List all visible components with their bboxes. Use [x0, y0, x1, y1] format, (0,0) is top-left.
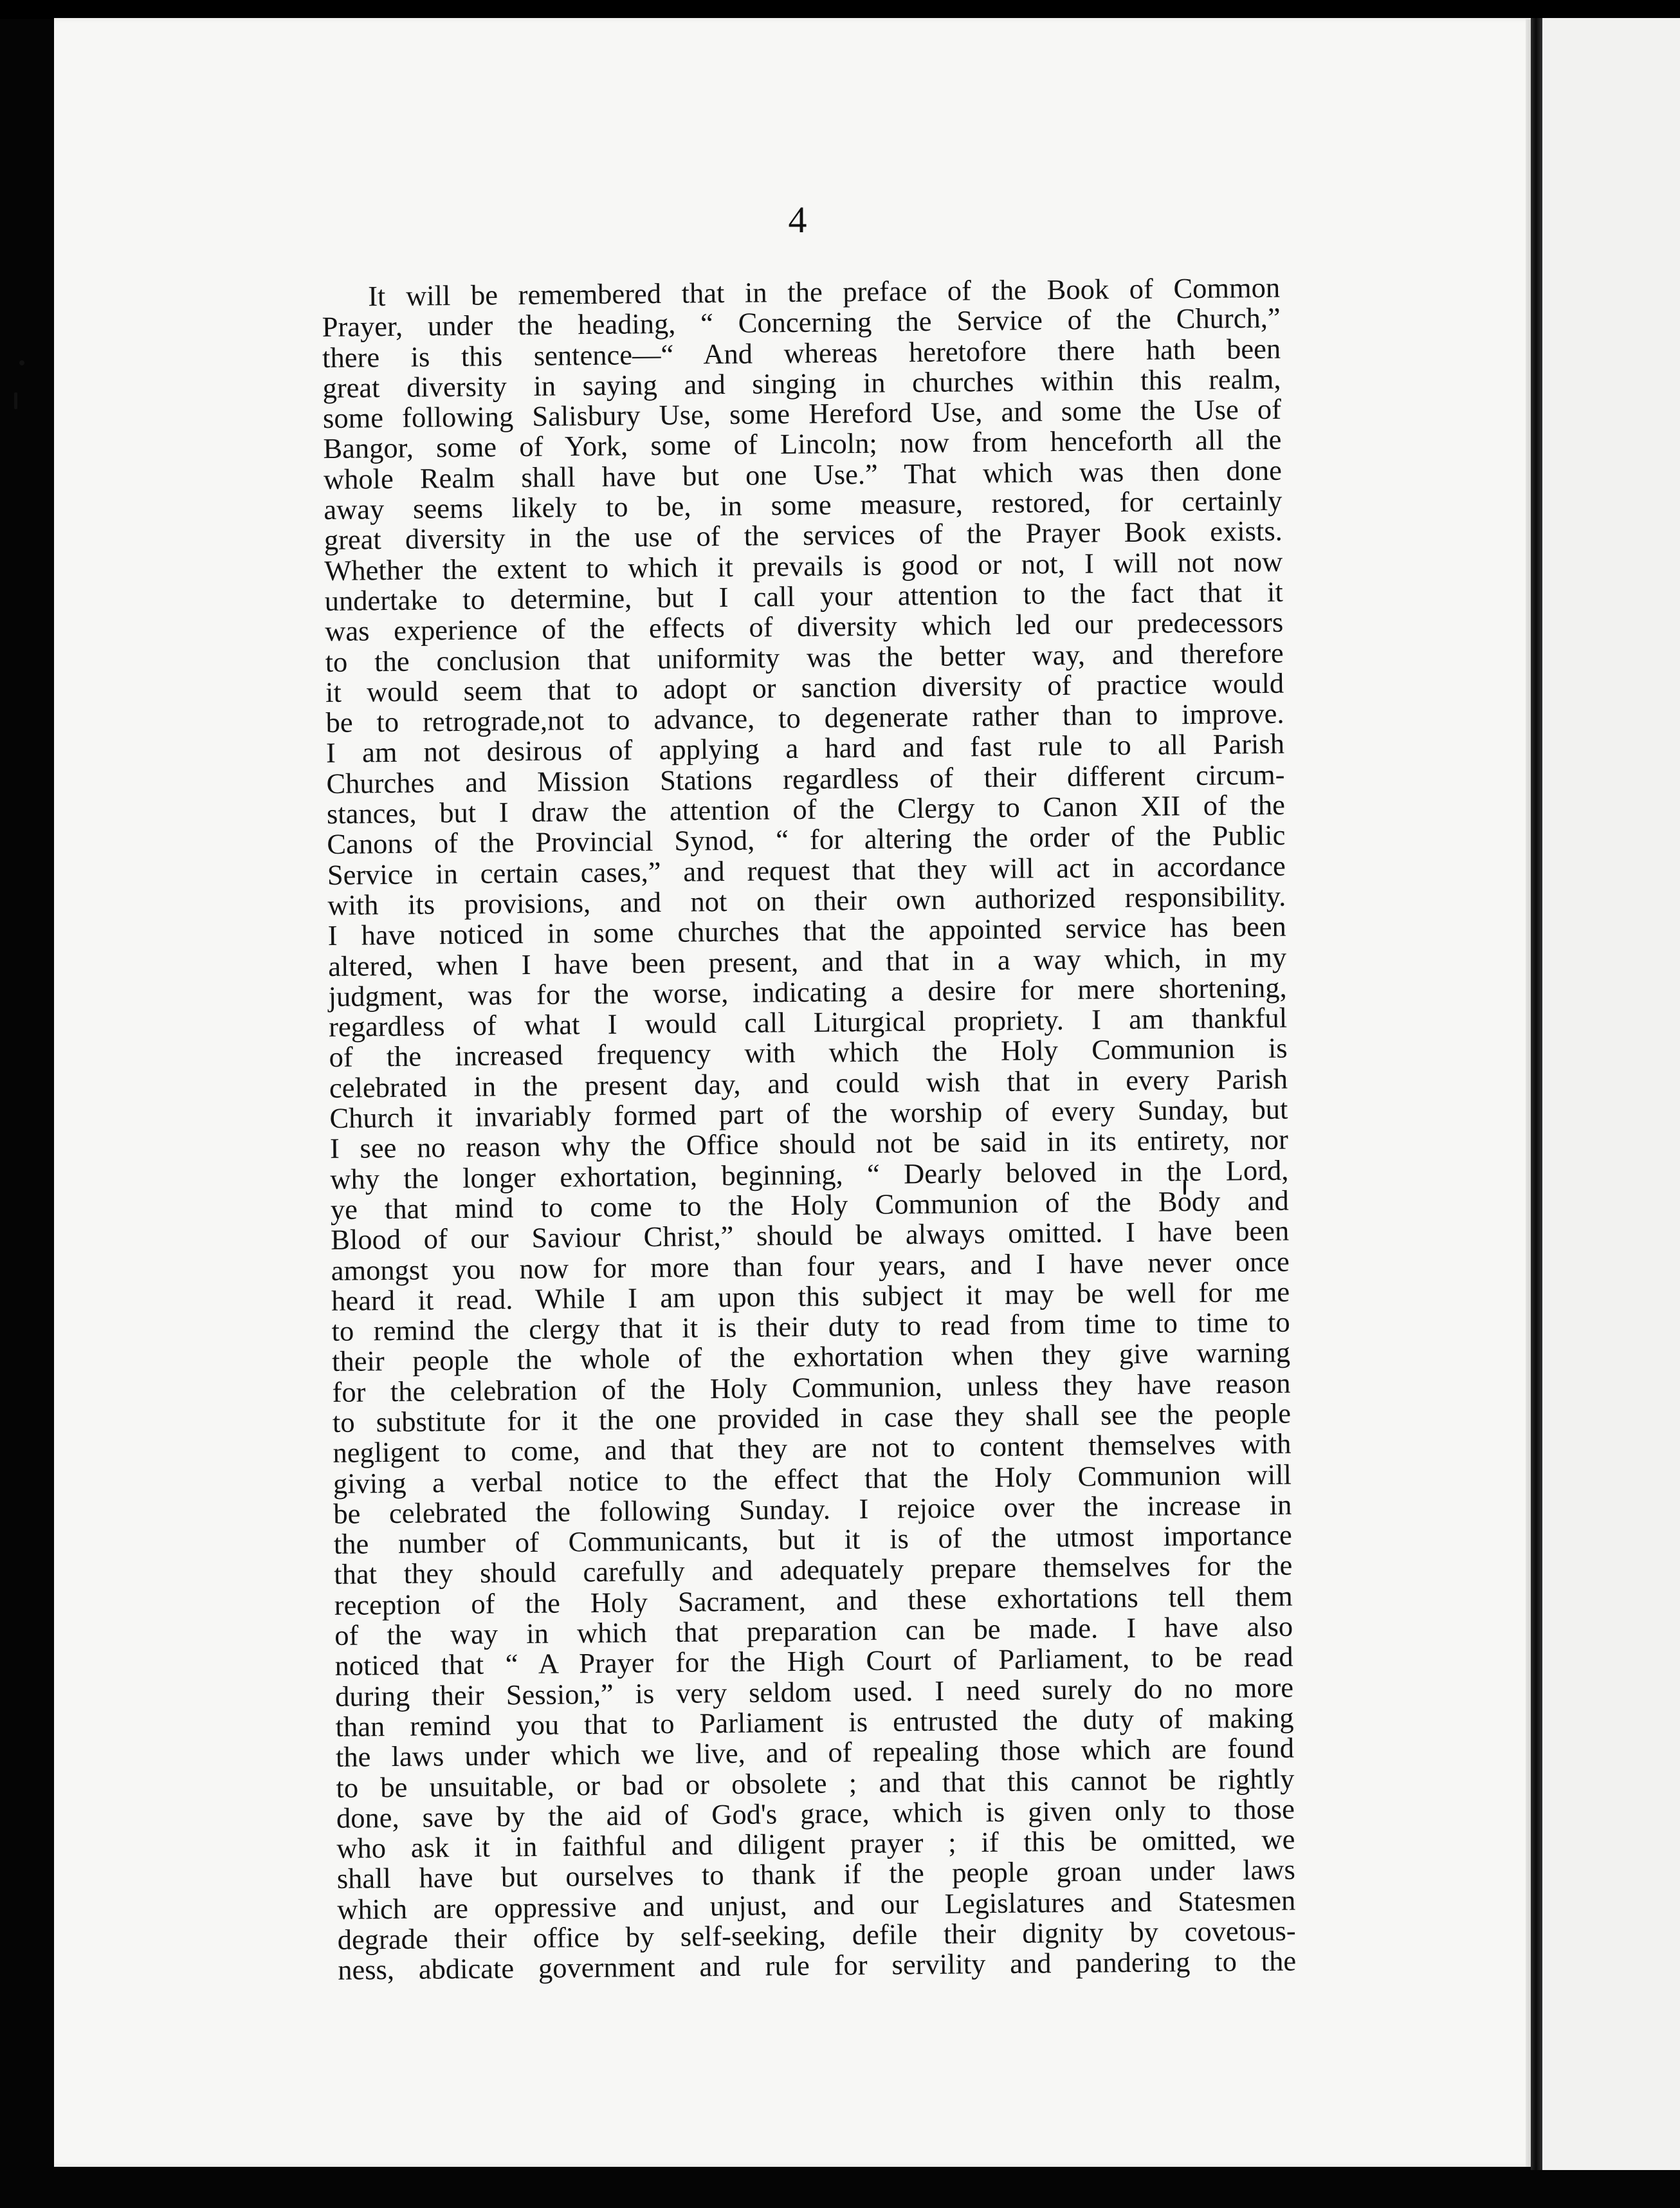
text-line: it would seem that to adopt or sanction diversity of practice would: [325, 667, 1284, 708]
text-line: Prayer, under the heading, “ Concerning the Service of the Church,”: [322, 301, 1281, 344]
text-line: be celebrated the following Sunday. I rejoice over the increase in: [333, 1488, 1292, 1530]
text-line: the number of Communicants, but it is of the utmost importance: [333, 1518, 1293, 1561]
text-line: whole Realm shall have but one Use.” That which was then done: [323, 454, 1283, 495]
text-line: Blood of our Saviour Christ,” should be always omitted. I have been: [331, 1214, 1290, 1256]
text-line: giving a verbal notice to the effect that the Holy Communion will: [333, 1458, 1292, 1500]
text-line: was experience of the effects of diversity which led our predecessors: [324, 605, 1284, 648]
page-number: 4: [788, 199, 807, 241]
text-line: of the increased frequency with which the Holy Communion is: [329, 1032, 1288, 1074]
text-line: Churches and Mission Stations regardless of their different circum-: [326, 758, 1285, 800]
text-line: that they should carefully and adequately prepare themselves for the: [334, 1549, 1293, 1591]
text-line: ness, abdicate government and rule for servility and pandering to the: [337, 1944, 1297, 1987]
text-line: who ask it in faithful and diligent prayer ; if this be omitted, we: [336, 1823, 1295, 1865]
text-line: the laws under which we live, and of repealing those which are found: [335, 1731, 1295, 1774]
text-line: great diversity in the use of the services of the Prayer Book exists.: [324, 515, 1283, 557]
text-line: undertake to determine, but I call your attention to the fact that it: [324, 575, 1283, 617]
text-line: to be unsuitable, or bad or obsolete ; and that this cannot be rightly: [336, 1762, 1295, 1804]
text-line: to remind the clergy that it is their duty to read from time to time to: [331, 1305, 1290, 1348]
text-line: Bangor, some of York, some of Lincoln; now from henceforth all the: [323, 423, 1282, 465]
facing-page-edge: [1542, 18, 1680, 2170]
book-gutter: [1531, 18, 1544, 2170]
text-line: degrade their office by self-seeking, defile their dignity by covetous-: [337, 1914, 1296, 1956]
text-line: their people the whole of the exhortation when they give warning: [331, 1336, 1291, 1378]
text-line: ye that mind to come to the Holy Communion of the Body and: [330, 1184, 1290, 1226]
text-line: negligent to come, and that they are not to content themselves with: [333, 1427, 1292, 1469]
text-line: be to retrograde,not to advance, to degenerate rather than to improve.: [325, 697, 1284, 739]
text-line: great diversity in saying and singing in churches within this realm,: [322, 362, 1281, 404]
body-text: [322, 273, 1296, 1986]
text-line: of the way in which that preparation can be made. I have also: [334, 1610, 1293, 1651]
text-line: judgment, was for the worse, indicating a desire for mere shortening,: [328, 971, 1287, 1013]
text-line: stances, but I draw the attention of the Clergy to Canon XII of the: [326, 788, 1286, 831]
text-line: I have noticed in some churches that the appointed service has been: [327, 910, 1286, 952]
text-line: I see no reason why the Office should not be said in its entirety, nor: [329, 1123, 1289, 1165]
text-line: during their Session,” is very seldom used. I need surely do no more: [334, 1671, 1294, 1713]
text-line: noticed that “ A Prayer for the High Court of Parliament, to be read: [334, 1640, 1293, 1682]
text-line: I am not desirous of applying a hard and fast rule to all Parish: [325, 728, 1285, 769]
text-line: shall have but ourselves to thank if the people groan under laws: [336, 1854, 1296, 1895]
text-line: for the celebration of the Holy Communion, unless they have reason: [332, 1366, 1291, 1408]
text-line: there is this sentence—“ And whereas heretofore there hath been: [322, 332, 1281, 374]
text-line: Church it invariably formed part of the worship of every Sunday, but: [329, 1092, 1288, 1134]
text-line: heard it read. While I am upon this subject it may be well for me: [331, 1275, 1290, 1317]
text-line: altered, when I have been present, and that in a way which, in my: [327, 941, 1287, 982]
text-line: regardless of what I would call Liturgical propriety. I am thankful: [328, 1001, 1288, 1044]
text-line: to the conclusion that uniformity was the better way, and therefore: [325, 636, 1284, 678]
text-line: amongst you now for more than four years, and I have never once: [331, 1245, 1290, 1287]
text-line: Service in certain cases,” and request that they will act in accordance: [327, 849, 1286, 891]
text-line: Whether the extent to which it prevails is good or not, I will not now: [324, 545, 1283, 587]
text-line: why the longer exhortation, beginning, “ Dearly beloved in the Lord,: [330, 1154, 1289, 1195]
text-line: some following Salisbury Use, some Hereford Use, and some the Use of: [322, 392, 1282, 435]
text-line: with its provisions, and not on their own authorized responsibility.: [327, 879, 1286, 921]
text-line: than remind you that to Parliament is entrusted the duty of making: [335, 1701, 1294, 1743]
text-line: which are oppressive and unjust, and our Legislatures and Statesmen: [337, 1884, 1296, 1926]
text-line: done, save by the aid of God's grace, which is given only to those: [336, 1792, 1295, 1834]
text-line: to substitute for it the one provided in case they shall see the people: [332, 1397, 1292, 1439]
scan-top-border: [0, 0, 1680, 19]
text-line: It will be remembered that in the preface of the Book of Common: [367, 271, 1281, 313]
text-line: reception of the Holy Sacrament, and these exhortations tell them: [334, 1579, 1293, 1621]
text-line: away seems likely to be, in some measure, restored, for certainly: [324, 484, 1283, 526]
scan-speck: [19, 360, 24, 365]
text-line: Canons of the Provincial Synod, “ for altering the order of the Public: [327, 819, 1286, 861]
scan-speck: [14, 392, 17, 409]
text-line: celebrated in the present day, and could wish that in every Parish: [329, 1062, 1288, 1104]
